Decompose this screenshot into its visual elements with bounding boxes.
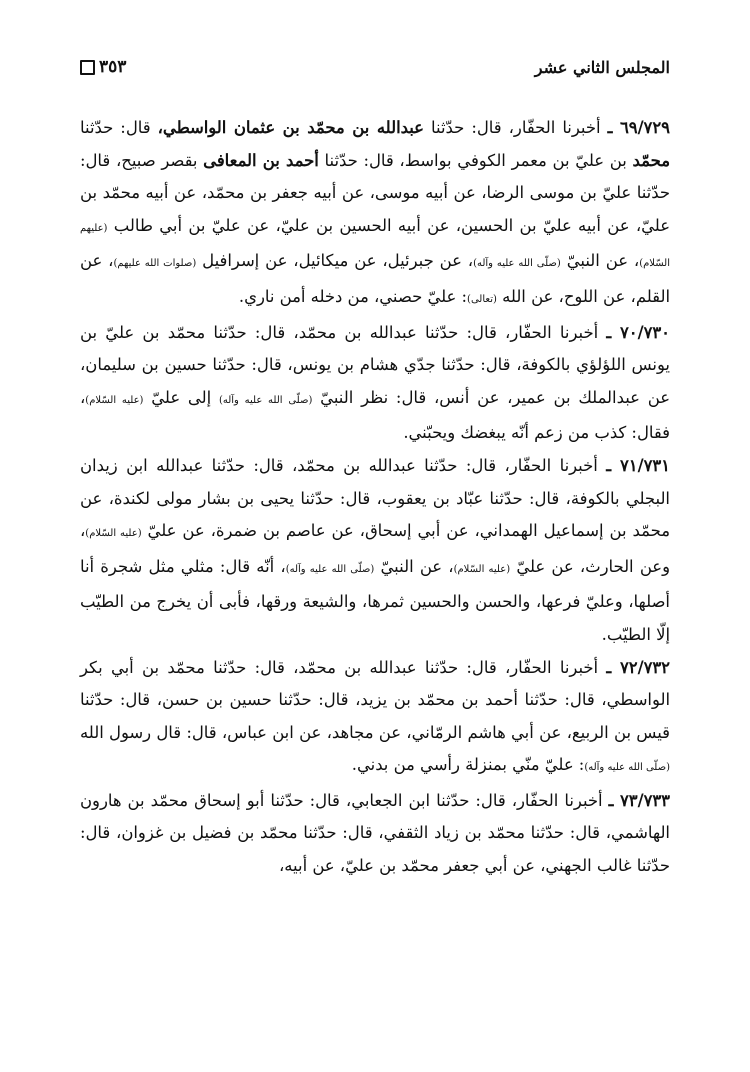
narrator-name: عبدالله بن محمّد بن عثمان الواسطي، bbox=[157, 118, 424, 137]
text-run: بقصر صبيح، قال: حدّثنا عليّ بن موسى الرضا، عن أبيه موسى، عن أبيه جعفر بن محمّد، عن أبيه محمّد بن عليّ، عن أبيه عليّ بن الحسين، عن أبيه الحسين بن عليّ، عن عليّ بن أبي طالب bbox=[80, 150, 670, 235]
hadith-number: ٧٢/٧٣٢ ـ bbox=[606, 657, 670, 677]
hadith-paragraph bbox=[80, 785, 670, 883]
hadith-number: ٧٠/٧٣٠ ـ bbox=[606, 322, 670, 342]
text-run: أخبرنا الحفّار، قال: حدّثنا bbox=[423, 118, 608, 137]
text-run: بن عليّ بن معمر الكوفي بواسط، قال: حدّثنا bbox=[318, 150, 633, 170]
honorific: (عليه السّلام) bbox=[453, 563, 511, 575]
page-box-icon bbox=[80, 60, 95, 75]
narrator-name: أحمد بن المعافى bbox=[203, 150, 319, 170]
text-run: قال: حدّثنا bbox=[80, 118, 158, 137]
hadith-number: ٦٩/٧٢٩ ـ bbox=[607, 118, 670, 137]
honorific: (صلّى الله عليه وآله) bbox=[584, 762, 670, 774]
page-number-block bbox=[80, 57, 126, 77]
honorific: (عليه السّلام) bbox=[85, 394, 144, 406]
text-run: أخبرنا الحفّار، قال: حدّثنا عبدالله بن محمّد، قال: حدّثنا محمّد بن عليّ بن يونس اللؤلؤي بالكوفة، قال: حدّثنا جدّي هشام بن يونس، قال: حدّثنا حسين بن سليمان، عن عبدالملك بن عمير، عن أنس، قال: نظر النبيّ bbox=[80, 322, 670, 407]
honorific: (صلّى الله عليه وآله) bbox=[218, 394, 313, 406]
text-run: : عليّ حصني، من دخله أمن ناري. bbox=[238, 286, 468, 306]
text-run: ، عن النبيّ bbox=[374, 556, 454, 576]
text-run: ، عن القلم، عن اللوح، عن الله bbox=[80, 251, 670, 306]
honorific: (صلّى الله عليه وآله) bbox=[285, 563, 375, 575]
text-run: : عليّ منّي بمنزلة رأسي من بدني. bbox=[351, 755, 585, 775]
text-run: إلى عليّ bbox=[143, 387, 219, 407]
honorific: (صلوات الله عليهم) bbox=[113, 258, 197, 270]
chapter-title: المجلس الثاني عشر bbox=[534, 57, 670, 77]
text-run: أخبرنا الحفّار، قال: حدّثنا عبدالله بن محمّد، قال: حدّثنا محمّد بن أبي بكر الواسطي، قال: حدّثنا أحمد بن محمّد بن يزيد، قال: حدّثنا حسين بن حسن، قال: حدّثنا قيس بن الربيع، عن أبي هاشم الرمّاني، عن مجاهد، عن ابن عباس، قال: قال رسول الله bbox=[80, 657, 670, 742]
hadith-paragraph bbox=[80, 112, 670, 317]
text-run: أخبرنا الحفّار، قال: حدّثنا عبدالله بن محمّد، قال: حدّثنا عبدالله ابن زيدان البجلي بالكوفة، قال: حدّثنا عبّاد بن يعقوب، قال: حدّثنا يحيى بن بشار مولى لكندة، عن محمّد بن إسماعيل الهمداني، عن أبي إسحاق، عن عاصم بن ضمرة، عن عليّ bbox=[80, 455, 670, 541]
narrator-name: محمّد bbox=[632, 150, 670, 170]
honorific: (تعالى) bbox=[467, 293, 497, 305]
page-number: ٣٥٣ bbox=[99, 57, 127, 77]
honorific: (صلّى الله عليه وآله) bbox=[473, 258, 561, 270]
text-run: ، فقال: كذب من زعم أنّه يبغضك ويحبّني. bbox=[80, 387, 670, 443]
honorific: (عليهم السّلام) bbox=[80, 222, 670, 270]
text-run: ، عن النبيّ bbox=[560, 251, 640, 271]
hadith-paragraph bbox=[80, 652, 670, 785]
hadith-paragraph bbox=[80, 317, 670, 450]
hadith-paragraph bbox=[80, 450, 670, 652]
text-run: ، وعن الحارث، عن عليّ bbox=[80, 521, 670, 576]
hadith-number: ٧١/٧٣١ ـ bbox=[606, 455, 670, 475]
text-run: ، عن جبرئيل، عن ميكائيل، عن إسرافيل bbox=[196, 251, 474, 271]
hadith-number: ٧٣/٧٣٣ ـ bbox=[608, 790, 670, 810]
running-header bbox=[80, 52, 670, 82]
text-run: ، أنّه قال: مثلي مثل شجرة أنا أصلها، وعليّ فرعها، والحسن والحسين ثمرها، والشيعة ورقها، فأبى أن يخرج من الطيّب إلّا الطيّب. bbox=[80, 556, 670, 644]
body-text bbox=[80, 112, 670, 883]
honorific: (عليه السّلام) bbox=[85, 528, 142, 540]
text-run: أخبرنا الحفّار، قال: حدّثنا ابن الجعابي، قال: حدّثنا أبو إسحاق محمّد بن هارون الهاشمي، قال: حدّثنا محمّد بن زياد الثقفي، قال: حدّثنا محمّد بن فضيل بن غزوان، قال: حدّثنا غالب الجهني، عن أبي جعفر محمّد بن عليّ، عن أبيه، bbox=[80, 790, 670, 876]
